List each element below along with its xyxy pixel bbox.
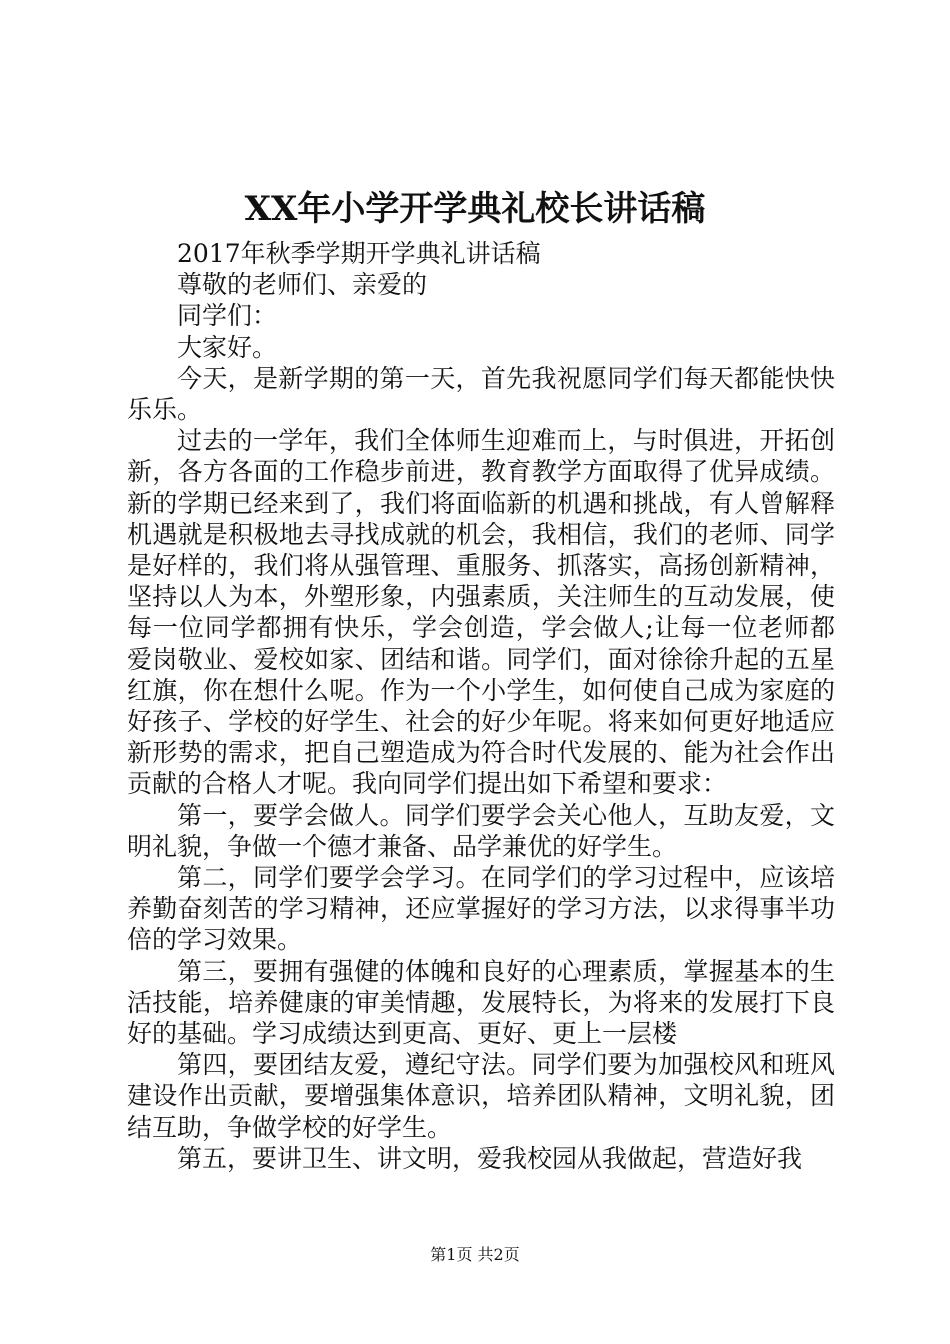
paragraph: 第一，要学会做人。同学们要学会关心他人，互助友爱，文明礼貌，争做一个德才兼备、品学兼优的好学生。 [127, 800, 835, 861]
paragraph: 第二，同学们要学会学习。在同学们的学习过程中，应该培养勤奋刻苦的学习精神，还应掌握好的学习方法，以求得事半功倍的学习效果。 [127, 863, 835, 955]
paragraph-greeting: 大家好。 [177, 332, 278, 362]
paragraph: 今天，是新学期的第一天，首先我祝愿同学们每天都能快快乐乐。 [127, 363, 835, 425]
document-body [127, 238, 835, 1174]
paragraph-salutation: 尊敬的老师们、亲爱的 [177, 270, 428, 300]
paragraph: 过去的一学年，我们全体师生迎难而上，与时俱进，开拓创新，各方各面的工作稳步前进，教育教学方面取得了优异成绩。新的学期已经来到了，我们将面临新的机遇和挑战，有人曾解释机遇就是积极地去寻找成就的机会，我相信，我们的老师、同学是好样的，我们将从强管理、重服务、抓落实，高扬创新精神，坚持以人为本，外塑形象，内强素质，关注师生的互动发展，使每一位同学都拥有快乐，学会创造，学会做人;让每一位老师都爱岗敬业、爱校如家、团结和谐。同学们，面对徐徐升起的五星红旗，你在想什么呢。作为一个小学生，如何使自己成为家庭的好孩子、学校的好学生、社会的好少年呢。将来如何更好地适应新形势的需求，把自己塑造成为符合时代发展的、能为社会作出贡献的合格人才呢。我向同学们提出如下希望和要求： [127, 426, 835, 799]
paragraph: 第三，要拥有强健的体魄和良好的心理素质，掌握基本的生活技能，培养健康的审美情趣，发展特长，为将来的发展打下良好的基础。学习成绩达到更高、更好、更上一层楼 [127, 956, 835, 1049]
paragraph-salutation-cont: 同学们： [177, 301, 278, 331]
paragraph: 第五，要讲卫生、讲文明，爱我校园从我做起，营造好我 [177, 1143, 803, 1173]
document-title: XX年小学开学典礼校长讲话稿 [244, 189, 706, 229]
paragraph-heading: 2017年秋季学期开学典礼讲话稿 [177, 239, 541, 268]
paragraph: 第四，要团结友爱，遵纪守法。同学们要为加强校风和班风建设作出贡献，要增强集体意识，培养团队精神，文明礼貌，团结互助，争做学校的好学生。 [127, 1050, 835, 1142]
page-number: 第1页 共2页 [430, 1245, 520, 1264]
